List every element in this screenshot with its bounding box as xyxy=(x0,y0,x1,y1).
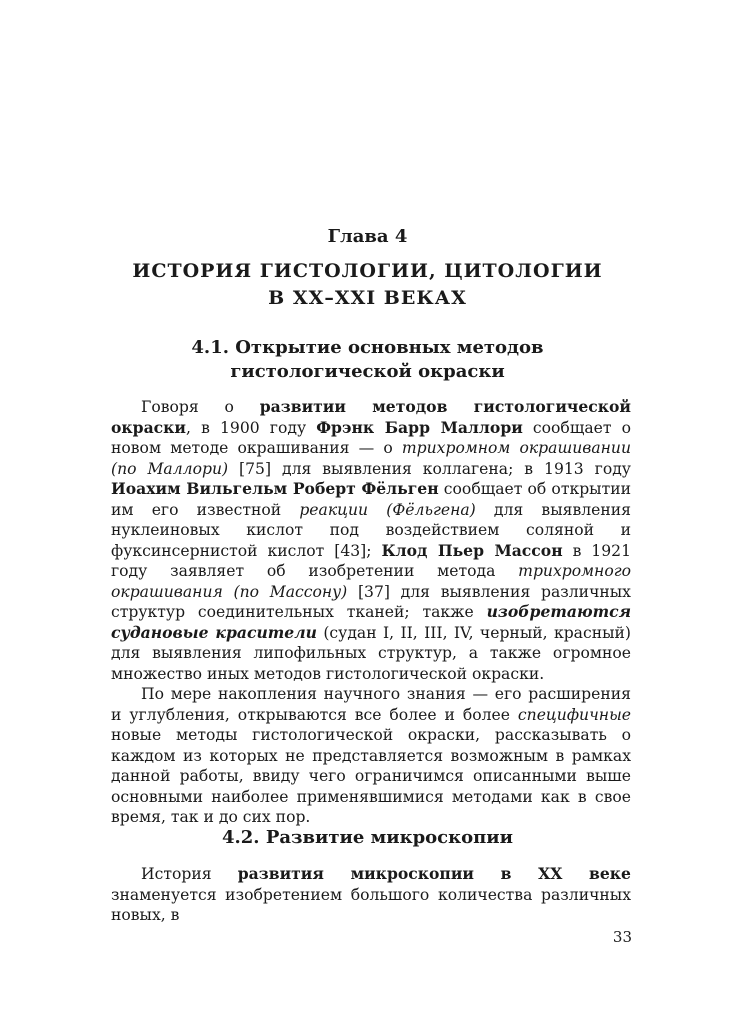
text-run: , в 1900 году xyxy=(186,418,317,437)
italic-term: трихромного окрашивания (по Массону) xyxy=(111,562,631,601)
text-run: в 1921 году заявляет об изобретении метода xyxy=(111,541,631,580)
section-4-2-body xyxy=(111,864,631,926)
text-run: История xyxy=(141,865,238,883)
chapter-label: Глава 4 xyxy=(327,226,408,247)
bold-term: развитии методов гистологической окраски xyxy=(111,397,631,437)
italic-term: реакции (Фёльгена) xyxy=(299,500,476,519)
italic-term: специфичные xyxy=(517,705,631,724)
paragraph-3 xyxy=(111,864,631,926)
italic-term: трихромном окрашивании (по Маллори) xyxy=(111,439,631,478)
section-4-1-body xyxy=(111,397,631,828)
paragraph-1 xyxy=(111,397,631,684)
bold-italic-term: изобретаются судановые красители xyxy=(111,602,631,642)
text-run: Говоря о xyxy=(141,398,260,416)
bold-name: Иоахим Вильгельм Роберт Фёльген xyxy=(111,479,439,498)
section-title-4-2: 4.2. Развитие микроскопии xyxy=(221,827,514,848)
chapter-title-line-2: В XX–XXI ВЕКАХ xyxy=(268,287,467,309)
bold-name: Клод Пьер Массон xyxy=(381,540,563,560)
text-run: сообщает о новом методе окрашивания — о xyxy=(111,418,631,457)
text-run: знаменуется изобретением большого количества различных новых, в xyxy=(111,885,631,924)
chapter-title-line-1: ИСТОРИЯ ГИСТОЛОГИИ, ЦИТОЛОГИИ xyxy=(132,260,603,282)
text-run: для выявления нуклеиновых кислот под воздействием соляной и фуксинсернистой кислот [43]; xyxy=(111,500,631,560)
section-title-line-2: гистологической окраски xyxy=(230,361,505,382)
page-number: 33 xyxy=(612,928,632,946)
text-run: сообщает об открытии им его известной xyxy=(111,480,632,519)
section-title-line-1: 4.1. Открытие основных методов xyxy=(191,337,544,358)
text-run: [75] для выявления коллагена; в 1913 году xyxy=(228,459,631,478)
text-run: (судан I, II, III, IV, черный, красный) для выявления липофильных структур, а также огромное множество иных методов гистологической окраски. xyxy=(111,623,631,683)
bold-term: развития микроскопии в XX веке xyxy=(237,864,631,883)
section-title-4-1 xyxy=(0,336,735,384)
paragraph-2 xyxy=(111,684,631,828)
text-run: По мере накопления научного знания — его расширения и углубления, открываются все более и более xyxy=(111,685,631,724)
bold-name: Фрэнк Барр Маллори xyxy=(316,417,523,437)
chapter-title xyxy=(0,258,735,312)
text-run: новые методы гистологической окраски, рассказывать о каждом из которых не представляется возможным в рамках данной работы, ввиду чего ограничимся описанными выше основными наиболее применявшимися методами как в свое время, так и до сих пор. xyxy=(111,726,631,826)
text-run: [37] для выявления различных структур соединительных тканей; также xyxy=(111,582,631,621)
